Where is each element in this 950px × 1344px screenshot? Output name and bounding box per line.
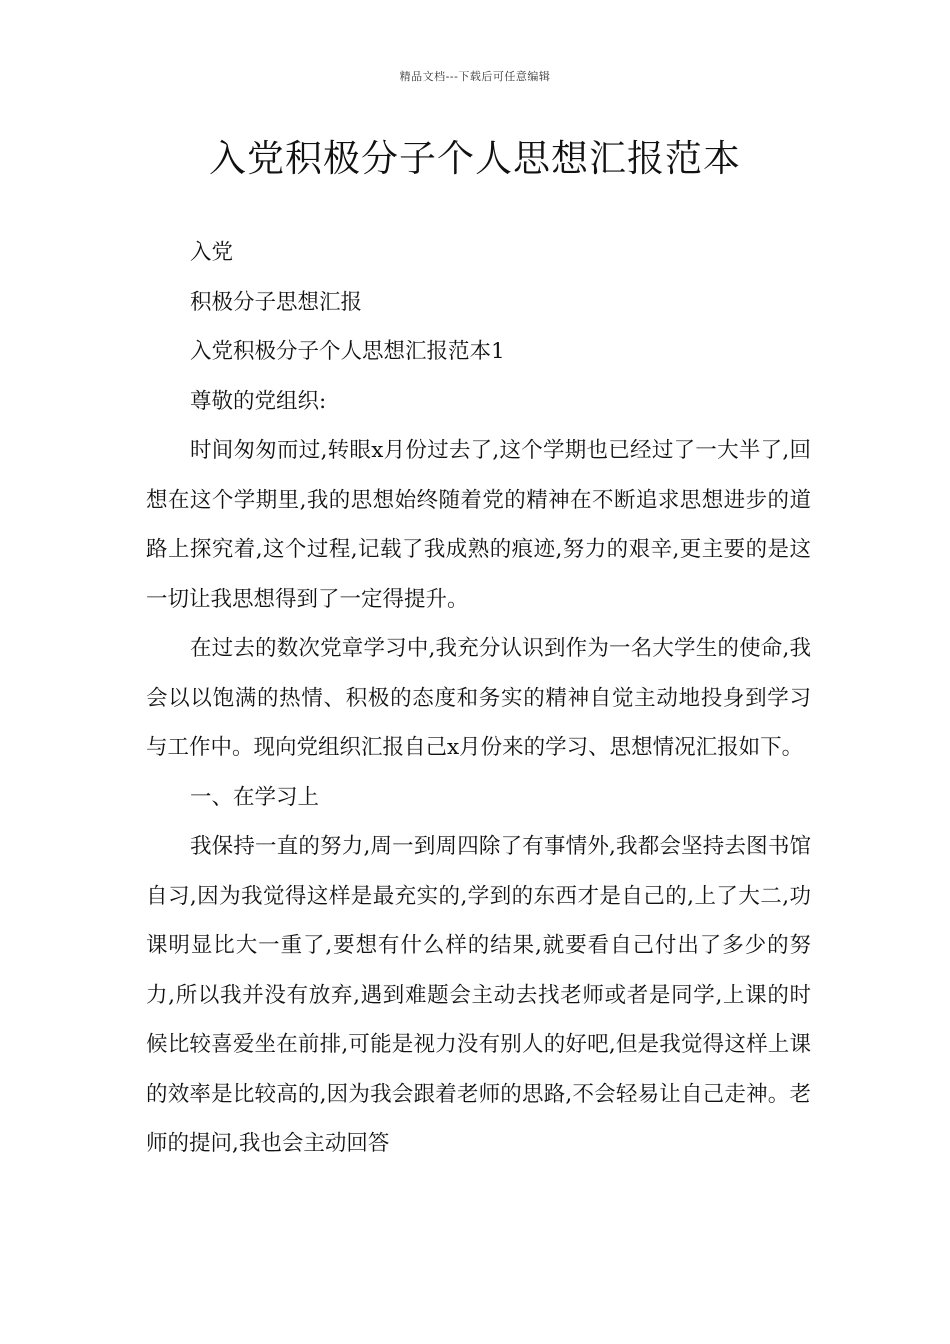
document-title: 入党积极分子个人思想汇报范本: [209, 137, 741, 180]
paragraph-heading-1: 入党: [190, 240, 234, 265]
paragraph-heading-3: 入党积极分子个人思想汇报范本1: [190, 339, 505, 364]
paragraph-study: 我保持一直的努力,周一到周四除了有事情外,我都会坚持去图书馆自习,因为我觉得这样是最充实的,学到的东西才是自己的,上了大二,功课明显比大一重了,要想有什么样的结果,就要看自己付出了多少的努力,所以我并没有放弃,遇到难题会主动去找老师或者是同学,上课的时候比较喜爱坐在前排,可能是视力没有别人的好吧,但是我觉得这样上课的效率是比较高的,因为我会跟着老师的思路,不会轻易让自己走神。老师的提问,我也会主动回答: [146, 834, 811, 1156]
paragraph-intro: 时间匆匆而过,转眼x月份过去了,这个学期也已经过了一大半了,回想在这个学期里,我的思想始终随着党的精神在不断追求思想进步的道路上探究着,这个过程,记载了我成熟的痕迹,努力的艰辛,更主要的是这一切让我思想得到了一定得提升。: [146, 438, 811, 612]
salutation: 尊敬的党组织:: [190, 388, 327, 414]
document-body: [146, 228, 811, 1169]
paragraph-mission: 在过去的数次党章学习中,我充分认识到作为一名大学生的使命,我会以以饱满的热情、积极的态度和务实的精神自觉主动地投身到学习与工作中。现向党组织汇报自己x月份来的学习、思想情况汇报如下。: [146, 636, 811, 760]
header-note: 精品文档---下载后可任意编辑: [399, 70, 551, 83]
paragraph-heading-2: 积极分子思想汇报: [190, 289, 363, 315]
section-heading-study: 一、在学习上: [190, 784, 320, 810]
